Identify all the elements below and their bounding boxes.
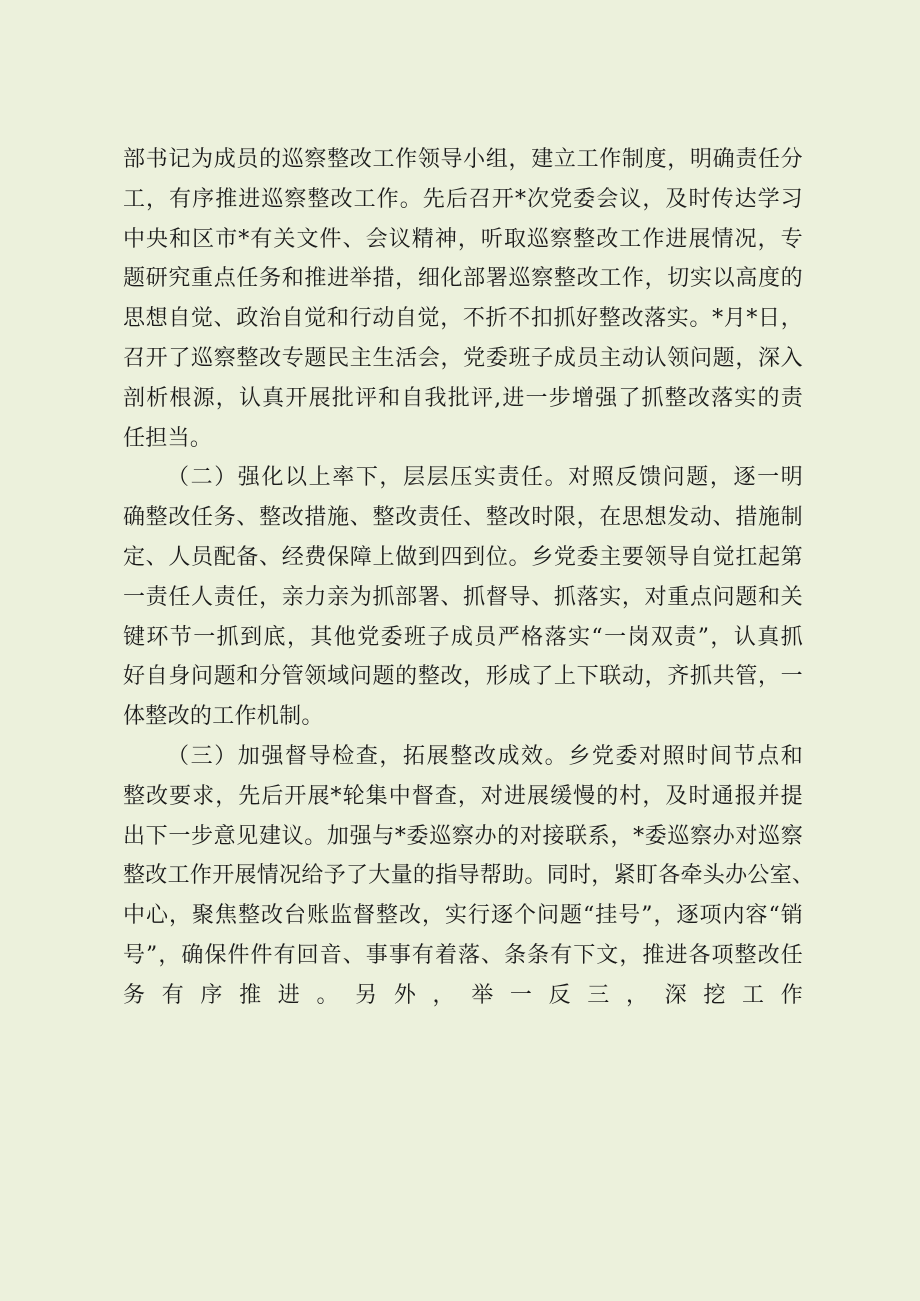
- text-line: 召开了巡察整改专题民主生活会，党委班子成员主动认领问题，深入: [123, 345, 803, 371]
- text-line: 中心，聚焦整改台账监督整改，实行逐个问题“挂号”，逐项内容“销: [123, 903, 803, 929]
- text-line: 好自身问题和分管领域问题的整改，形成了上下联动，齐抓共管，一: [123, 664, 803, 690]
- text-line: 一责任人责任，亲力亲为抓部署、抓督导、抓落实，对重点问题和关: [123, 584, 803, 610]
- section-heading-line: （三）加强督导检查，拓展整改成效。乡党委对照时间节点和: [167, 743, 803, 769]
- text-line: 题研究重点任务和推进举措，细化部署巡察整改工作，切实以高度的: [123, 266, 803, 292]
- text-line: 定、人员配备、经费保障上做到四到位。乡党委主要领导自觉扛起第: [123, 544, 803, 570]
- text-line: 确整改任务、整改措施、整改责任、整改时限，在思想发动、措施制: [123, 505, 803, 531]
- text-line: 中央和区市*有关文件、会议精神，听取巡察整改工作进展情况，专: [123, 226, 803, 252]
- text-line: 号”，确保件件有回音、事事有着落、条条有下文，推进各项整改任: [123, 942, 803, 968]
- text-line: 出下一步意见建议。加强与*委巡察办的对接联系，*委巡察办对巡察: [123, 823, 803, 849]
- text-line: 体整改的工作机制。: [123, 704, 324, 730]
- text-line: 整改工作开展情况给予了大量的指导帮助。同时，紧盯各牵头办公室、: [123, 863, 815, 889]
- body-text: [123, 140, 815, 1016]
- text-line: 整改要求，先后开展*轮集中督查，对进展缓慢的村，及时通报并提: [123, 783, 803, 809]
- text-line: 任担当。: [123, 425, 213, 451]
- text-line: 务有序推进。另外，举一反三，深挖工作: [123, 982, 803, 1008]
- text-line: 思想自觉、政治自觉和行动自觉，不折不扣抓好整改落实。*月*日，: [123, 306, 803, 332]
- text-line: 键环节一抓到底，其他党委班子成员严格落实“一岗双责”，认真抓: [123, 624, 803, 650]
- text-line: 剖析根源，认真开展批评和自我批评,进一步增强了抓整改落实的责: [123, 385, 803, 411]
- section-heading-line: （二）强化以上率下，层层压实责任。对照反馈问题，逐一明: [167, 465, 803, 491]
- text-line: 工，有序推进巡察整改工作。先后召开*次党委会议，及时传达学习: [123, 186, 803, 212]
- text-line: 部书记为成员的巡察整改工作领导小组，建立工作制度，明确责任分: [123, 147, 803, 172]
